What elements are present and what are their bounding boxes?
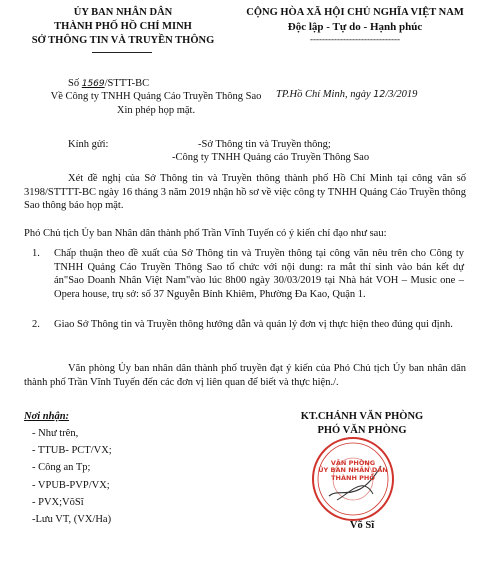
distribution-item: - TTUB- PCT/VX;	[32, 445, 112, 457]
recipients-label: Kính gửi:	[68, 139, 109, 150]
issuer-line-2: THÀNH PHỐ HỒ CHÍ MINH	[54, 21, 192, 33]
document-number	[68, 77, 149, 91]
doc-number-prefix: Số	[68, 78, 80, 89]
official-seal	[311, 436, 395, 522]
directive-item-2-text: Giao Sở Thông tin và Truyền thông hướng dẫn và quản lý đơn vị thực hiện theo đúng qui định.	[54, 319, 453, 330]
issuer-line-3: SỞ THÔNG TIN VÀ TRUYỀN THÔNG	[31, 35, 215, 47]
recipient-1: -Sở Thông tin và Truyền thông;	[198, 139, 331, 150]
body-paragraph-1: Xét đề nghị của Sở Thông tin và Truyền thông thành phố Hồ Chí Minh tại công văn số 3198/STTTT-BC ngày 16 tháng 3 năm 2019 nhận hồ sơ về việc công ty TNHH Quảng Cáo Truyền thông Sao thông báo họp mặt.	[24, 173, 466, 212]
date-handwritten: 12	[373, 89, 386, 100]
seal-text	[311, 460, 395, 482]
subject-line-2: Xin phép họp mặt.	[116, 104, 196, 116]
issuer-block	[18, 6, 228, 49]
body-paragraph-2: Phó Chủ tịch Ủy ban Nhân dân thành phố Trần Vĩnh Tuyến có ý kiến chỉ đạo như sau:	[24, 228, 387, 239]
recipient-2: -Công ty TNHH Quảng cáo Truyền Thông Sao	[172, 152, 370, 163]
nation-title: CỘNG HÒA XÃ HỘI CHỦ NGHĨA VIỆT NAM	[246, 7, 464, 18]
issuer-underline	[92, 52, 152, 53]
distribution-item: - Như trên,	[32, 428, 79, 439]
body-paragraph-3: Văn phòng Ủy ban nhân dân thành phố truyền đạt ý kiến của Phó Chủ tịch Ủy ban nhân dân thành phố Trần Vĩnh Tuyến đến các đơn vị liên quan để biết và thực hiện./.	[24, 363, 466, 388]
directive-item-1-number: 1.	[32, 248, 40, 259]
seal-text-line-3: THÀNH PHỐ	[331, 473, 375, 482]
nation-motto: Độc lập - Tự do - Hạnh phúc	[287, 21, 423, 34]
distribution-item: - Công an Tp;	[32, 462, 91, 474]
subject-line-1: Về Công ty TNHH Quảng Cáo Truyền Thông Sao	[50, 91, 262, 102]
date-prefix: TP.Hồ Chí Minh, ngày	[276, 89, 371, 100]
national-heading	[238, 6, 472, 45]
distribution-item: -Lưu VT, (VX/Ha)	[32, 514, 112, 526]
signatory-title: KT.CHÁNH VĂN PHÒNG	[300, 411, 424, 422]
directive-item-2	[24, 318, 466, 348]
distribution-item: - PVX;VõSĩ	[32, 496, 84, 508]
nation-rule: ------------------------------	[310, 34, 400, 45]
doc-number-suffix: /STTT-BC	[104, 78, 150, 89]
directive-item-2-number: 2.	[32, 319, 40, 330]
distribution-item: - VPUB-PVP/VX;	[32, 479, 110, 491]
distribution-title: Nơi nhận:	[24, 411, 70, 422]
seal-text-line-1: VĂN PHÒNG	[330, 459, 376, 467]
doc-number-handwritten: 1569	[81, 79, 105, 89]
distribution-list	[32, 425, 112, 528]
directive-item-1-text: Chấp thuận theo đề xuất của Sở Thông tin và Truyền thông tại công văn nêu trên cho Công ty TNHH Quảng Cáo Truyền Thông Sao tổ chức với nội dung: ra mắt thí sinh vào bán kết dự án"Sao Doanh Nhân Việt Nam"vào lúc 8h00 ngày 30/03/2019 tại Nhà hát VOH – Music one – Opera house, trụ sở: số 37 Nguyễn Bỉnh Khiêm, Phường Đa Kao, Quận 1.	[54, 248, 464, 300]
directive-item-1	[24, 247, 466, 317]
date-suffix: /3/2019	[385, 89, 418, 100]
document-subject	[46, 90, 266, 117]
signatory-subtitle: PHÓ VĂN PHÒNG	[317, 425, 407, 436]
seal-text-line-2: ỦY BAN NHÂN DÂN	[318, 466, 388, 475]
issue-date	[276, 88, 417, 102]
issuer-line-1: ỦY BAN NHÂN DÂN	[73, 7, 173, 18]
signatory-name: Võ Sĩ	[349, 520, 375, 531]
